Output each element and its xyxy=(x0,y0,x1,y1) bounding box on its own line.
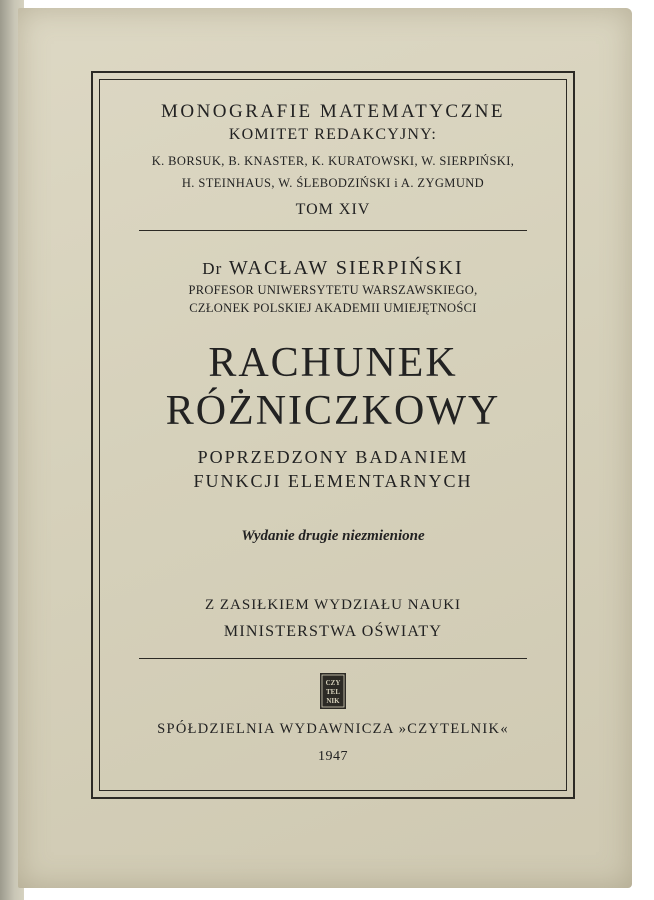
divider-top xyxy=(139,230,527,231)
committee-members-line-2: H. STEINHAUS, W. ŚLEBODZIŃSKI i A. ZYGMUND xyxy=(181,176,485,190)
publisher-logo-icon xyxy=(320,673,346,709)
committee-members-line-1: K. BORSUK, B. KNASTER, K. KURATOWSKI, W. SIERPIŃSKI, xyxy=(151,154,515,168)
publication-year: 1947 xyxy=(318,749,348,764)
support-line-1: Z ZASIŁKIEM WYDZIAŁU NAUKI xyxy=(204,597,462,613)
title-page-content xyxy=(99,79,567,791)
series-name: MONOGRAFIE MATEMATYCZNE xyxy=(160,101,506,122)
edition-note: Wydanie drugie niezmienione xyxy=(241,528,425,544)
svg-text:CZY: CZY xyxy=(325,679,341,687)
committee-heading: KOMITET REDAKCYJNY: xyxy=(228,126,438,143)
svg-text:TEL: TEL xyxy=(325,688,341,696)
book-title-line-2: RÓŻNICZKOWY xyxy=(165,388,501,434)
book-title-line-1: RACHUNEK xyxy=(208,340,458,386)
author-line xyxy=(99,257,567,280)
author-affiliation-2: CZŁONEK POLSKIEJ AKADEMII UMIEJĘTNOŚCI xyxy=(189,301,477,315)
author-prefix: Dr xyxy=(202,259,223,278)
author-name: WACŁAW SIERPIŃSKI xyxy=(228,257,464,279)
volume-number: TOM XIV xyxy=(295,201,371,218)
book-subtitle-line-2: FUNKCJI ELEMENTARNYCH xyxy=(193,471,473,491)
author-affiliation-1: PROFESOR UNIWERSYTETU WARSZAWSKIEGO, xyxy=(188,283,478,297)
svg-text:NIK: NIK xyxy=(326,697,340,705)
publisher-name: SPÓŁDZIELNIA WYDAWNICZA »CZYTELNIK« xyxy=(157,721,509,737)
divider-bottom xyxy=(139,658,527,659)
book-subtitle-line-1: POPRZEDZONY BADANIEM xyxy=(197,447,469,467)
support-line-2: MINISTERSTWA OŚWIATY xyxy=(223,623,443,640)
